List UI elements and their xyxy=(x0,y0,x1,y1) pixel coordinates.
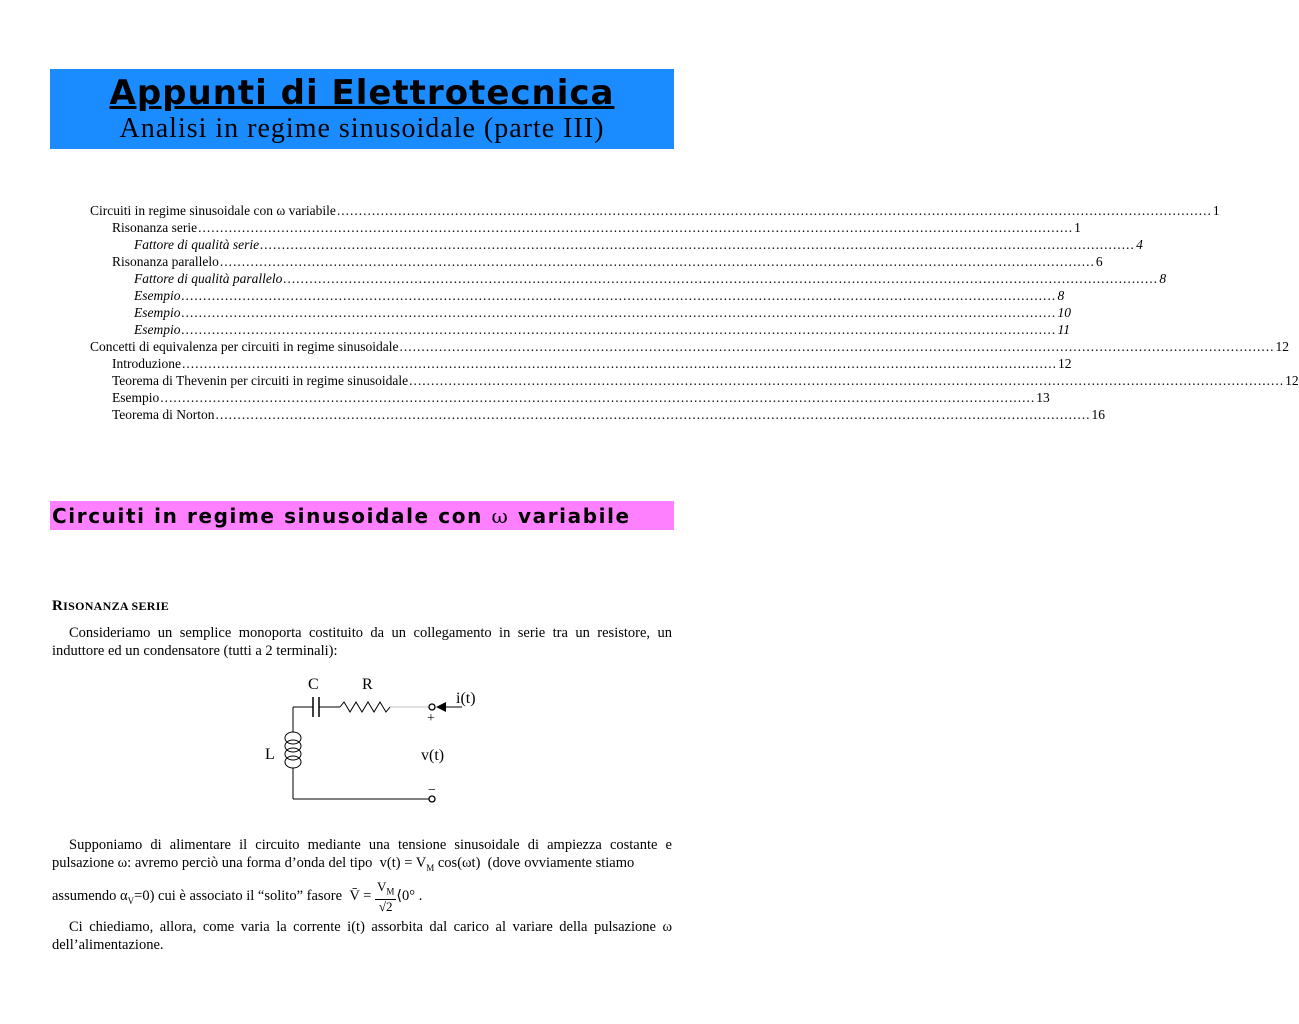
paragraph-question-text: Ci chiediamo, allora, come varia la corrente i(t) assorbita dal carico al variare della pulsazione ω dell’alimentazione. xyxy=(52,919,672,953)
section-title xyxy=(52,504,631,528)
toc-leader-dots: ........................................................................................................................................................................................................ xyxy=(181,305,1057,320)
toc-leader-dots: ........................................................................................................................................................................................................ xyxy=(160,390,1036,405)
toc-entry[interactable] xyxy=(134,270,1167,287)
toc-entry-page: 8 xyxy=(1159,271,1167,286)
toc-entry-page: 11 xyxy=(1057,322,1070,337)
toc-entry-title: Fattore di qualità serie xyxy=(134,237,260,252)
toc-entry[interactable] xyxy=(112,406,1106,423)
label-resistor: R xyxy=(362,676,373,693)
label-minus: − xyxy=(428,783,436,798)
paragraph-supply-text-end: (dove ovviamente stiamo xyxy=(487,855,635,871)
phasor-numerator-sub: M xyxy=(386,886,395,897)
toc-entry[interactable] xyxy=(134,287,1065,304)
toc-entry[interactable] xyxy=(112,253,1103,270)
toc-entry-title: Risonanza serie xyxy=(112,220,198,235)
toc-leader-dots: ........................................................................................................................................................................................................ xyxy=(399,339,1275,354)
paragraph-supply-text: Supponiamo di alimentare il circuito mediante una tensione sinusoidale di ampiezza costante e pulsazione ω: avremo perciò una forma d’onda del tipo xyxy=(52,837,672,871)
label-inductor: L xyxy=(265,746,275,763)
section-header xyxy=(50,501,674,530)
toc-entry-page: 12 xyxy=(1057,356,1072,371)
toc-leader-dots: ........................................................................................................................................................................................................ xyxy=(283,271,1159,286)
toc-leader-dots: ........................................................................................................................................................................................................ xyxy=(409,373,1285,388)
phasor-denominator: √2 xyxy=(378,898,393,914)
voltage-formula-cos: cos(ωt) xyxy=(434,855,481,871)
subsection-heading xyxy=(52,598,169,615)
toc-entry-page: 12 xyxy=(1275,339,1290,354)
toc-leader-dots: ........................................................................................................................................................................................................ xyxy=(181,288,1057,303)
toc-entry-title: Concetti di equivalenza per circuiti in regime sinusoidale xyxy=(90,339,399,354)
toc-entry[interactable] xyxy=(90,338,1290,355)
toc-entry-title: Esempio xyxy=(112,390,160,405)
phasor-numerator: V xyxy=(376,879,387,894)
toc-entry-title: Fattore di qualità parallelo xyxy=(134,271,283,286)
toc-entry[interactable] xyxy=(112,389,1050,406)
toc-leader-dots: ........................................................................................................................................................................................................ xyxy=(219,254,1095,269)
toc-entry-page: 13 xyxy=(1036,390,1050,405)
toc-entry-page: 12 xyxy=(1285,373,1299,388)
phasor-lhs: V̄ = xyxy=(349,888,372,905)
toc-entry-page: 16 xyxy=(1091,407,1106,422)
table-of-contents xyxy=(90,202,1299,423)
phasor-formula xyxy=(349,879,423,914)
toc-entry[interactable] xyxy=(90,202,1220,219)
toc-leader-dots: ........................................................................................................................................................................................................ xyxy=(336,203,1212,218)
toc-entry[interactable] xyxy=(134,304,1071,321)
section-title-omega: ω xyxy=(491,504,510,528)
toc-leader-dots: ........................................................................................................................................................................................................ xyxy=(181,356,1057,371)
voltage-formula-lhs: v(t) = V xyxy=(379,855,427,871)
toc-leader-dots: ........................................................................................................................................................................................................ xyxy=(181,322,1057,337)
toc-entry-page: 4 xyxy=(1136,237,1143,252)
toc-entry-title: Esempio xyxy=(134,288,181,303)
toc-entry[interactable] xyxy=(112,355,1072,372)
label-current: i(t) xyxy=(456,690,476,707)
paragraph-intro-text: Consideriamo un semplice monoporta costituito da un collegamento in serie tra un resistore, un induttore ed un condensatore (tutti a 2 terminali): xyxy=(52,625,672,659)
subsection-first-letter: R xyxy=(52,598,64,614)
toc-entry[interactable] xyxy=(112,219,1081,236)
toc-entry-page: 10 xyxy=(1057,305,1071,320)
toc-entry-page: 6 xyxy=(1095,254,1103,269)
paragraph-supply xyxy=(52,836,672,877)
toc-entry-title: Teorema di Norton xyxy=(112,407,215,422)
label-plus: + xyxy=(427,711,435,726)
toc-entry-page: 1 xyxy=(1212,203,1220,218)
section-title-text: Circuiti in regime sinusoidale con xyxy=(52,504,492,528)
section-title-text-end: variabile xyxy=(509,504,631,528)
inductor-coil xyxy=(285,732,301,768)
toc-entry-page: 8 xyxy=(1057,288,1065,303)
paragraph-intro xyxy=(52,624,672,660)
toc-entry-title: Introduzione xyxy=(112,356,181,371)
rlc-circuit-diagram xyxy=(250,670,490,810)
toc-entry-title: Teorema di Thevenin per circuiti in regime sinusoidale xyxy=(112,373,409,388)
toc-entry[interactable] xyxy=(134,236,1143,253)
toc-entry-title: Circuiti in regime sinusoidale con ω variabile xyxy=(90,203,336,218)
alpha-sub: V xyxy=(127,896,135,907)
paragraph-phasor-text-end: =0) cui è associato il “solito” fasore xyxy=(134,888,343,905)
paragraph-phasor-text: assumendo α xyxy=(52,888,128,905)
toc-entry-page: 1 xyxy=(1074,220,1081,235)
document-subtitle: Analisi in regime sinusoidale (parte III) xyxy=(119,113,605,144)
label-voltage: v(t) xyxy=(421,747,445,764)
voltage-formula xyxy=(380,855,481,871)
phasor-angle: ⟨0° . xyxy=(396,888,423,905)
paragraph-phasor xyxy=(52,880,672,914)
document-header xyxy=(50,69,674,149)
phasor-fraction xyxy=(375,880,396,914)
toc-entry-title: Risonanza parallelo xyxy=(112,254,219,269)
toc-leader-dots: ........................................................................................................................................................................................................ xyxy=(215,407,1091,422)
toc-leader-dots: ........................................................................................................................................................................................................ xyxy=(260,237,1136,252)
toc-entry-title: Esempio xyxy=(134,322,181,337)
label-capacitor: C xyxy=(308,676,319,693)
toc-entry[interactable] xyxy=(134,321,1070,338)
voltage-formula-sub: M xyxy=(426,862,435,873)
toc-leader-dots: ........................................................................................................................................................................................................ xyxy=(198,220,1074,235)
document-title: Appunti di Elettrotecnica xyxy=(109,73,615,113)
toc-entry[interactable] xyxy=(112,372,1299,389)
paragraph-question xyxy=(52,918,672,954)
subsection-rest: ISONANZA SERIE xyxy=(63,599,170,613)
toc-entry-title: Esempio xyxy=(134,305,181,320)
